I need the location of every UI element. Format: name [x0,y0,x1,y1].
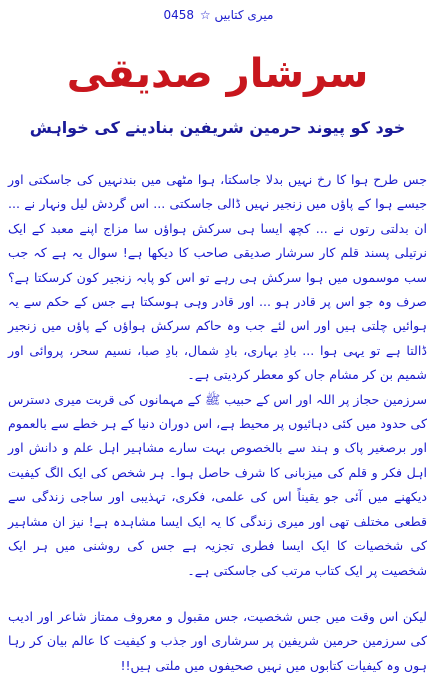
paragraph-3: لیکن اس وقت میں جس شخصیت، جس مقبول و معروف ممتاز شاعر اور ادیب کی سرزمین حرمین شریفین پر سرشاری اور جذب و کیفیت کا عالم بیان کر رہا ہوں وہ کیفیات کتابوں میں نہیں صحیفوں میں ملتی ہیں!! [8,608,427,673]
header-series: میری کتابیں [214,8,274,22]
paragraph-1: جس طرح ہوا کا رخ نہیں بدلا جاسکتا، ہوا مٹھی میں بندنہیں کی جاسکتی اور جیسے ہوا کے پاؤں میں زنجیر نہیں ڈالی جاسکتی ... اس گردش لیل ونہار نے ... ان بدلتی رتوں نے ... کچھ ایسا ہی سرکش ہواؤں سا مزاج اپنے معبد کے ایک نرتیلی پسند قلم کار سرشار صدیقی صاحب کا دیکھا ہے! سوال یہ ہے کہ جب سب موسموں میں ہوا سرکش ہی رہے تو اس کو پابہ زنجیر کون کرسکتا ہے؟ صرف وہ جو اس پر قادر ہو ... اور قادر وہی ہوسکتا ہے جس کے حکم سے یہ ہوائیں چلتی ہیں اور اس لئے جب وہ حاکم سرکش ہواؤں کے پاؤں میں زنجیر ڈالتا ہے تو یہی ہوا ... بادِ بہاری، بادِ شمال، بادِ صبا، نسیم سحر، پروائی اور شمیم بن کر مشام جاں کو معطر کردیتی ہے۔ [8,172,427,383]
star-icon: ☆ [199,8,211,22]
page-title: سرشار صدیقی [66,51,369,97]
header-number: 0458 [163,8,195,22]
article-body [8,168,427,678]
paragraph-2: سرزمین حجاز پر اللہ اور اس کے حبیب ﷺ کے مہمانوں کی قربت میری دسترس کی حدود میں کئی دہائیوں پر محیط ہے، اس دوران دنیا کے ہر خطے سے بالعموم اور برصغیر پاک و ہند سے بالخصوص بہت سارے مشاہیر اہل علم و دانش اور اہل فکر و قلم کی میزبانی کا شرف حاصل ہوا۔ ہر شخص کی ایک الگ کیفیت دیکھنے میں آئی جو یقیناً اس کی علمی، فکری، تہذیبی اور ساجی زندگی سے قطعی مختلف تھی اور میری زندگی کا یہ ایک ایسا مشاہدہ ہے! نیز ان مشاہیر کی شخصیات کا ایک ایسا فطری تجزیہ ہے جس کی روشنی میں ہر ایک شخصیت پر ایک کتاب مرتب کی جاسکتی ہے۔ [8,391,427,578]
page-subtitle: خود کو پیوند حرمین شریفین بنادینے کی خواہش [29,118,406,137]
page-header [0,8,435,22]
